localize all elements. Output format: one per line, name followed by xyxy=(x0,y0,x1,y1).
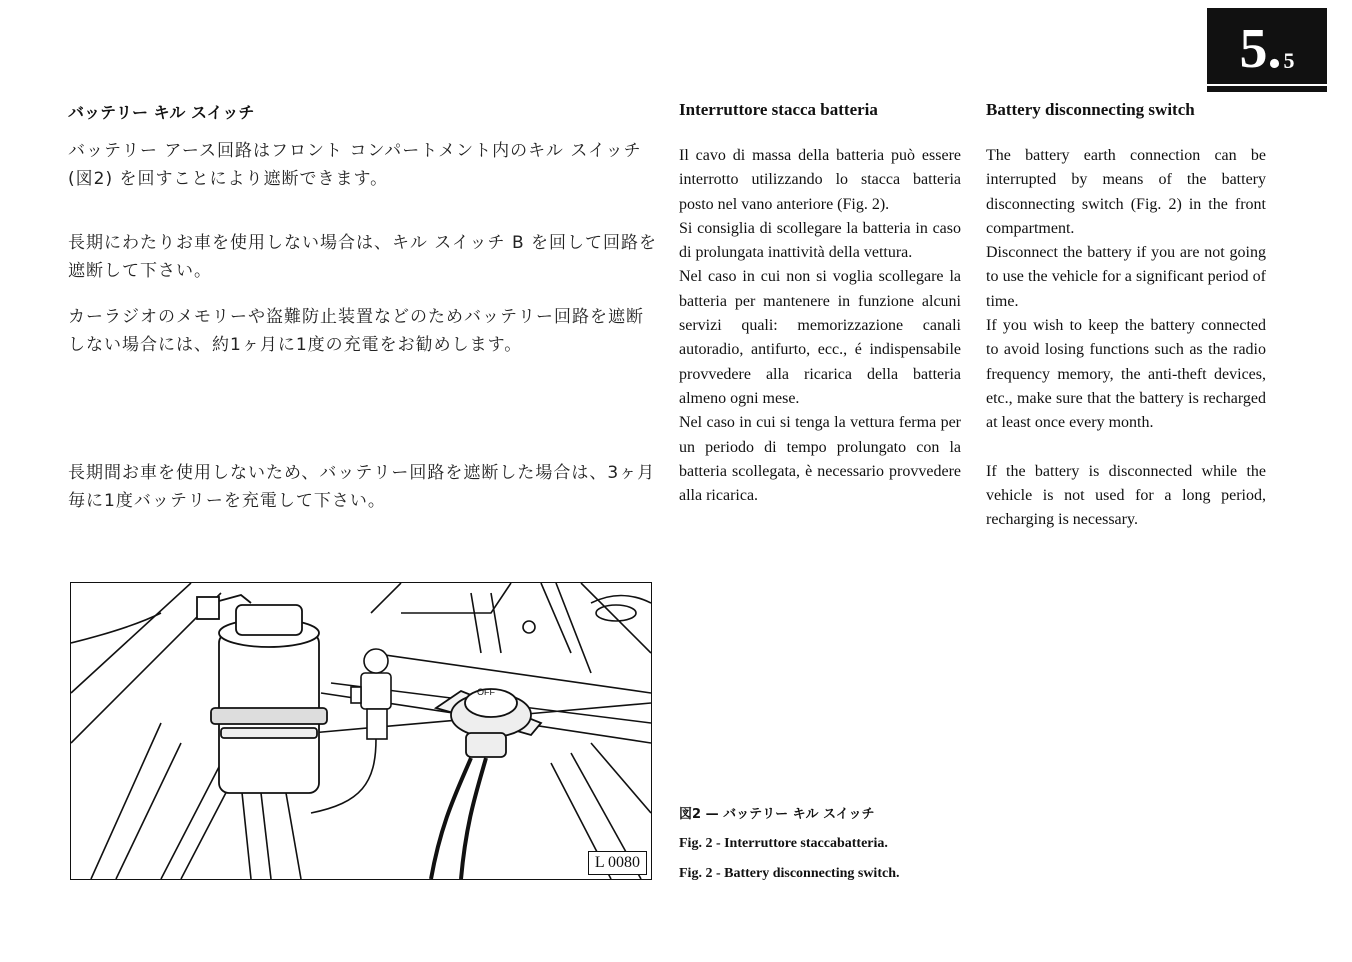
english-column xyxy=(986,100,1266,532)
caption-japanese: 図2 — バッテリー キル スイッチ xyxy=(679,807,875,822)
english-paragraph-2: Disconnect the battery if you are not going to use the vehicle for a significant period of time. xyxy=(986,244,1266,310)
japanese-paragraph-4: 長期間お車を使用しないため、バッテリー回路を遮断した場合は、3ヶ月毎に1度バッテリーを充電して下さい。 xyxy=(68,463,656,511)
section-number: 5. xyxy=(1239,18,1282,80)
italian-column xyxy=(679,100,961,508)
japanese-title: バッテリー キル スイッチ xyxy=(68,103,255,122)
japanese-column xyxy=(68,100,658,515)
english-title: Battery disconnecting switch xyxy=(986,100,1195,119)
header-rule xyxy=(1207,86,1327,92)
switch-off-text: OFF xyxy=(477,687,495,697)
kill-switch xyxy=(431,687,541,879)
english-paragraph-4: If the battery is disconnected while the vehicle is not used for a long period, recharging is necessary. xyxy=(986,462,1266,529)
japanese-paragraph-1: バッテリー アース回路はフロント コンパートメント内のキル スイッチ(図2) を回すことにより遮断できます。 xyxy=(68,141,642,189)
battery-switch-illustration xyxy=(70,582,652,880)
italian-paragraph-1: Il cavo di massa della batteria può essere interrotto utilizzando lo stacca batteria posto nel vano anteriore (Fig. 2). xyxy=(679,147,961,213)
english-paragraph-1: The battery earth connection can be interrupted by means of the battery disconnecting switch (Fig. 2) in the front compartment. xyxy=(986,147,1266,237)
italian-paragraph-4: Nel caso in cui si tenga la vettura ferma per un periodo di tempo prolungato con la batteria scollegata, è necessario provvedere alla ricarica. xyxy=(679,414,961,505)
engine-compartment-drawing xyxy=(71,583,651,879)
italian-paragraph-2: Si consiglia di scollegare la batteria in caso di prolungata inattività della vettura. xyxy=(679,219,961,262)
reservoir-canister xyxy=(197,595,327,793)
caption-italian: Fig. 2 - Interruttore staccabatteria. xyxy=(679,836,888,851)
italian-title: Interruttore stacca batteria xyxy=(679,100,878,119)
caption-english: Fig. 2 - Battery disconnecting switch. xyxy=(679,866,900,881)
english-paragraph-3: If you wish to keep the battery connected to avoid losing functions such as the radio frequency memory, the anti-theft devices, etc., make sure that the battery is recharged at least once every month. xyxy=(986,317,1266,432)
relay-unit xyxy=(311,649,391,813)
figure-label: L 0080 xyxy=(588,851,647,875)
japanese-paragraph-3: カーラジオのメモリーや盗難防止装置などのためバッテリー回路を遮断しない場合には、約1ヶ月に1度の充電をお勧めします。 xyxy=(68,307,644,355)
italian-paragraph-3: Nel caso in cui non si voglia scollegare la batteria per mantenere in funzione alcuni servizi quali: memorizzazione canali autoradio, antifurto, ecc., é indispensabile provvedere alla ricarica della batteria almeno ogni mese. xyxy=(679,268,961,407)
section-sub-number: 5 xyxy=(1283,48,1295,73)
section-badge xyxy=(1207,8,1327,84)
japanese-paragraph-2: 長期にわたりお車を使用しない場合は、キル スイッチ B を回して回路を遮断して下さい。 xyxy=(68,233,658,281)
